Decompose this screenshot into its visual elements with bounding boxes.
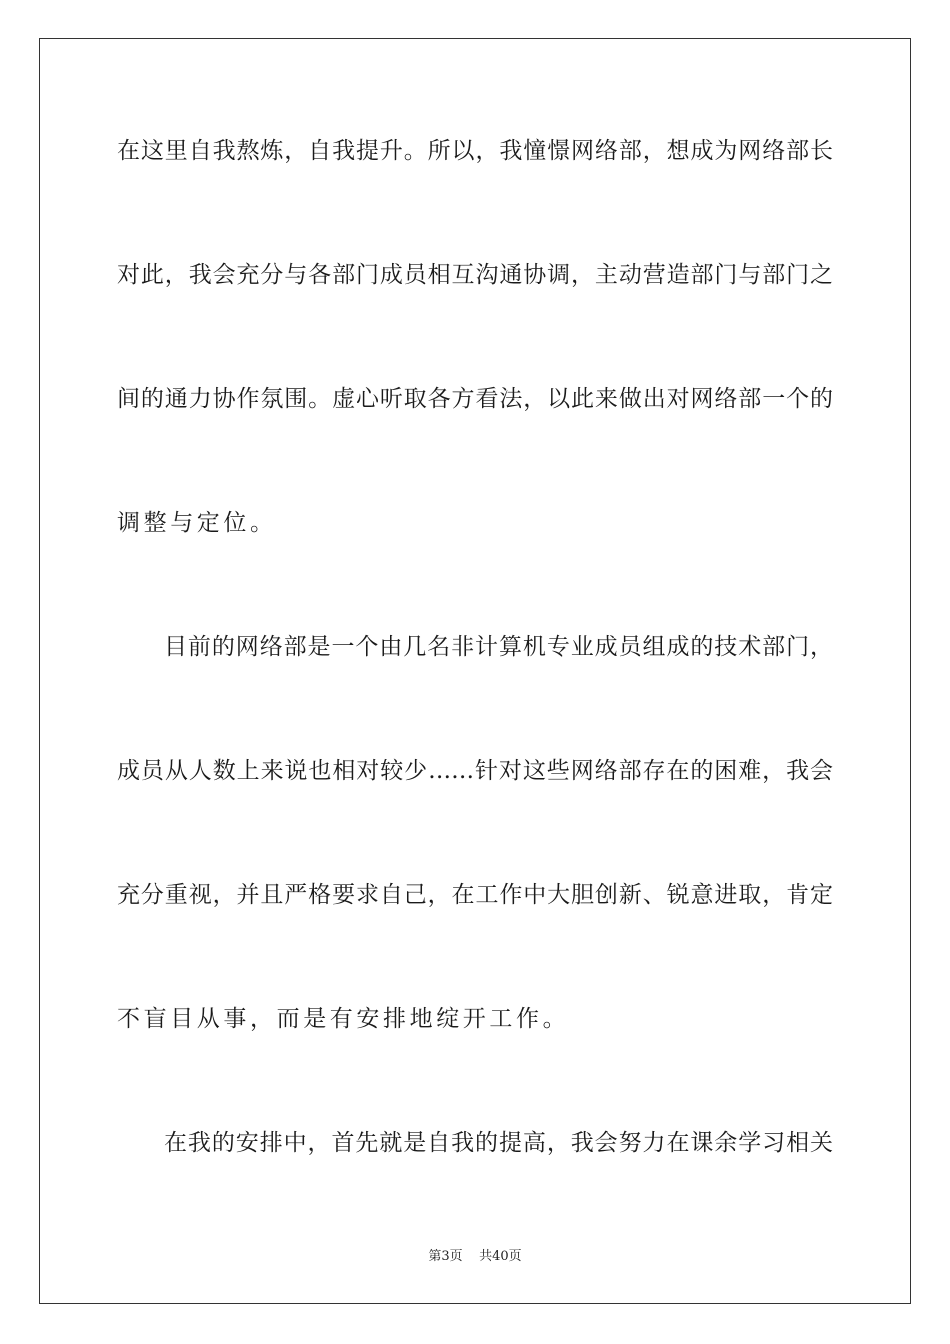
paragraph-line-4: 调整与定位。 — [117, 510, 277, 536]
paragraph-line-8: 不盲目从事，而是有安排地绽开工作。 — [117, 1006, 570, 1032]
page-border — [39, 38, 911, 1304]
paragraph-line-7: 充分重视，并且严格要求自己，在工作中大胆创新、锐意进取，肯定 — [117, 882, 833, 908]
paragraph-line-1: 在这里自我熬炼，自我提升。所以，我憧憬网络部，想成为网络部长 — [117, 138, 833, 164]
page-number-footer: 第3页 共40页 — [428, 1249, 522, 1264]
paragraph-line-5: 目前的网络部是一个由几名非计算机专业成员组成的技术部门， — [164, 634, 833, 660]
paragraph-line-9: 在我的安排中，首先就是自我的提高，我会努力在课余学习相关 — [164, 1130, 833, 1156]
paragraph-line-6: 成员从人数上来说也相对较少……针对这些网络部存在的困难，我会 — [117, 758, 833, 784]
paragraph-line-2: 对此，我会充分与各部门成员相互沟通协调，主动营造部门与部门之 — [117, 262, 833, 288]
paragraph-line-3: 间的通力协作氛围。虚心听取各方看法，以此来做出对网络部一个的 — [117, 386, 833, 412]
